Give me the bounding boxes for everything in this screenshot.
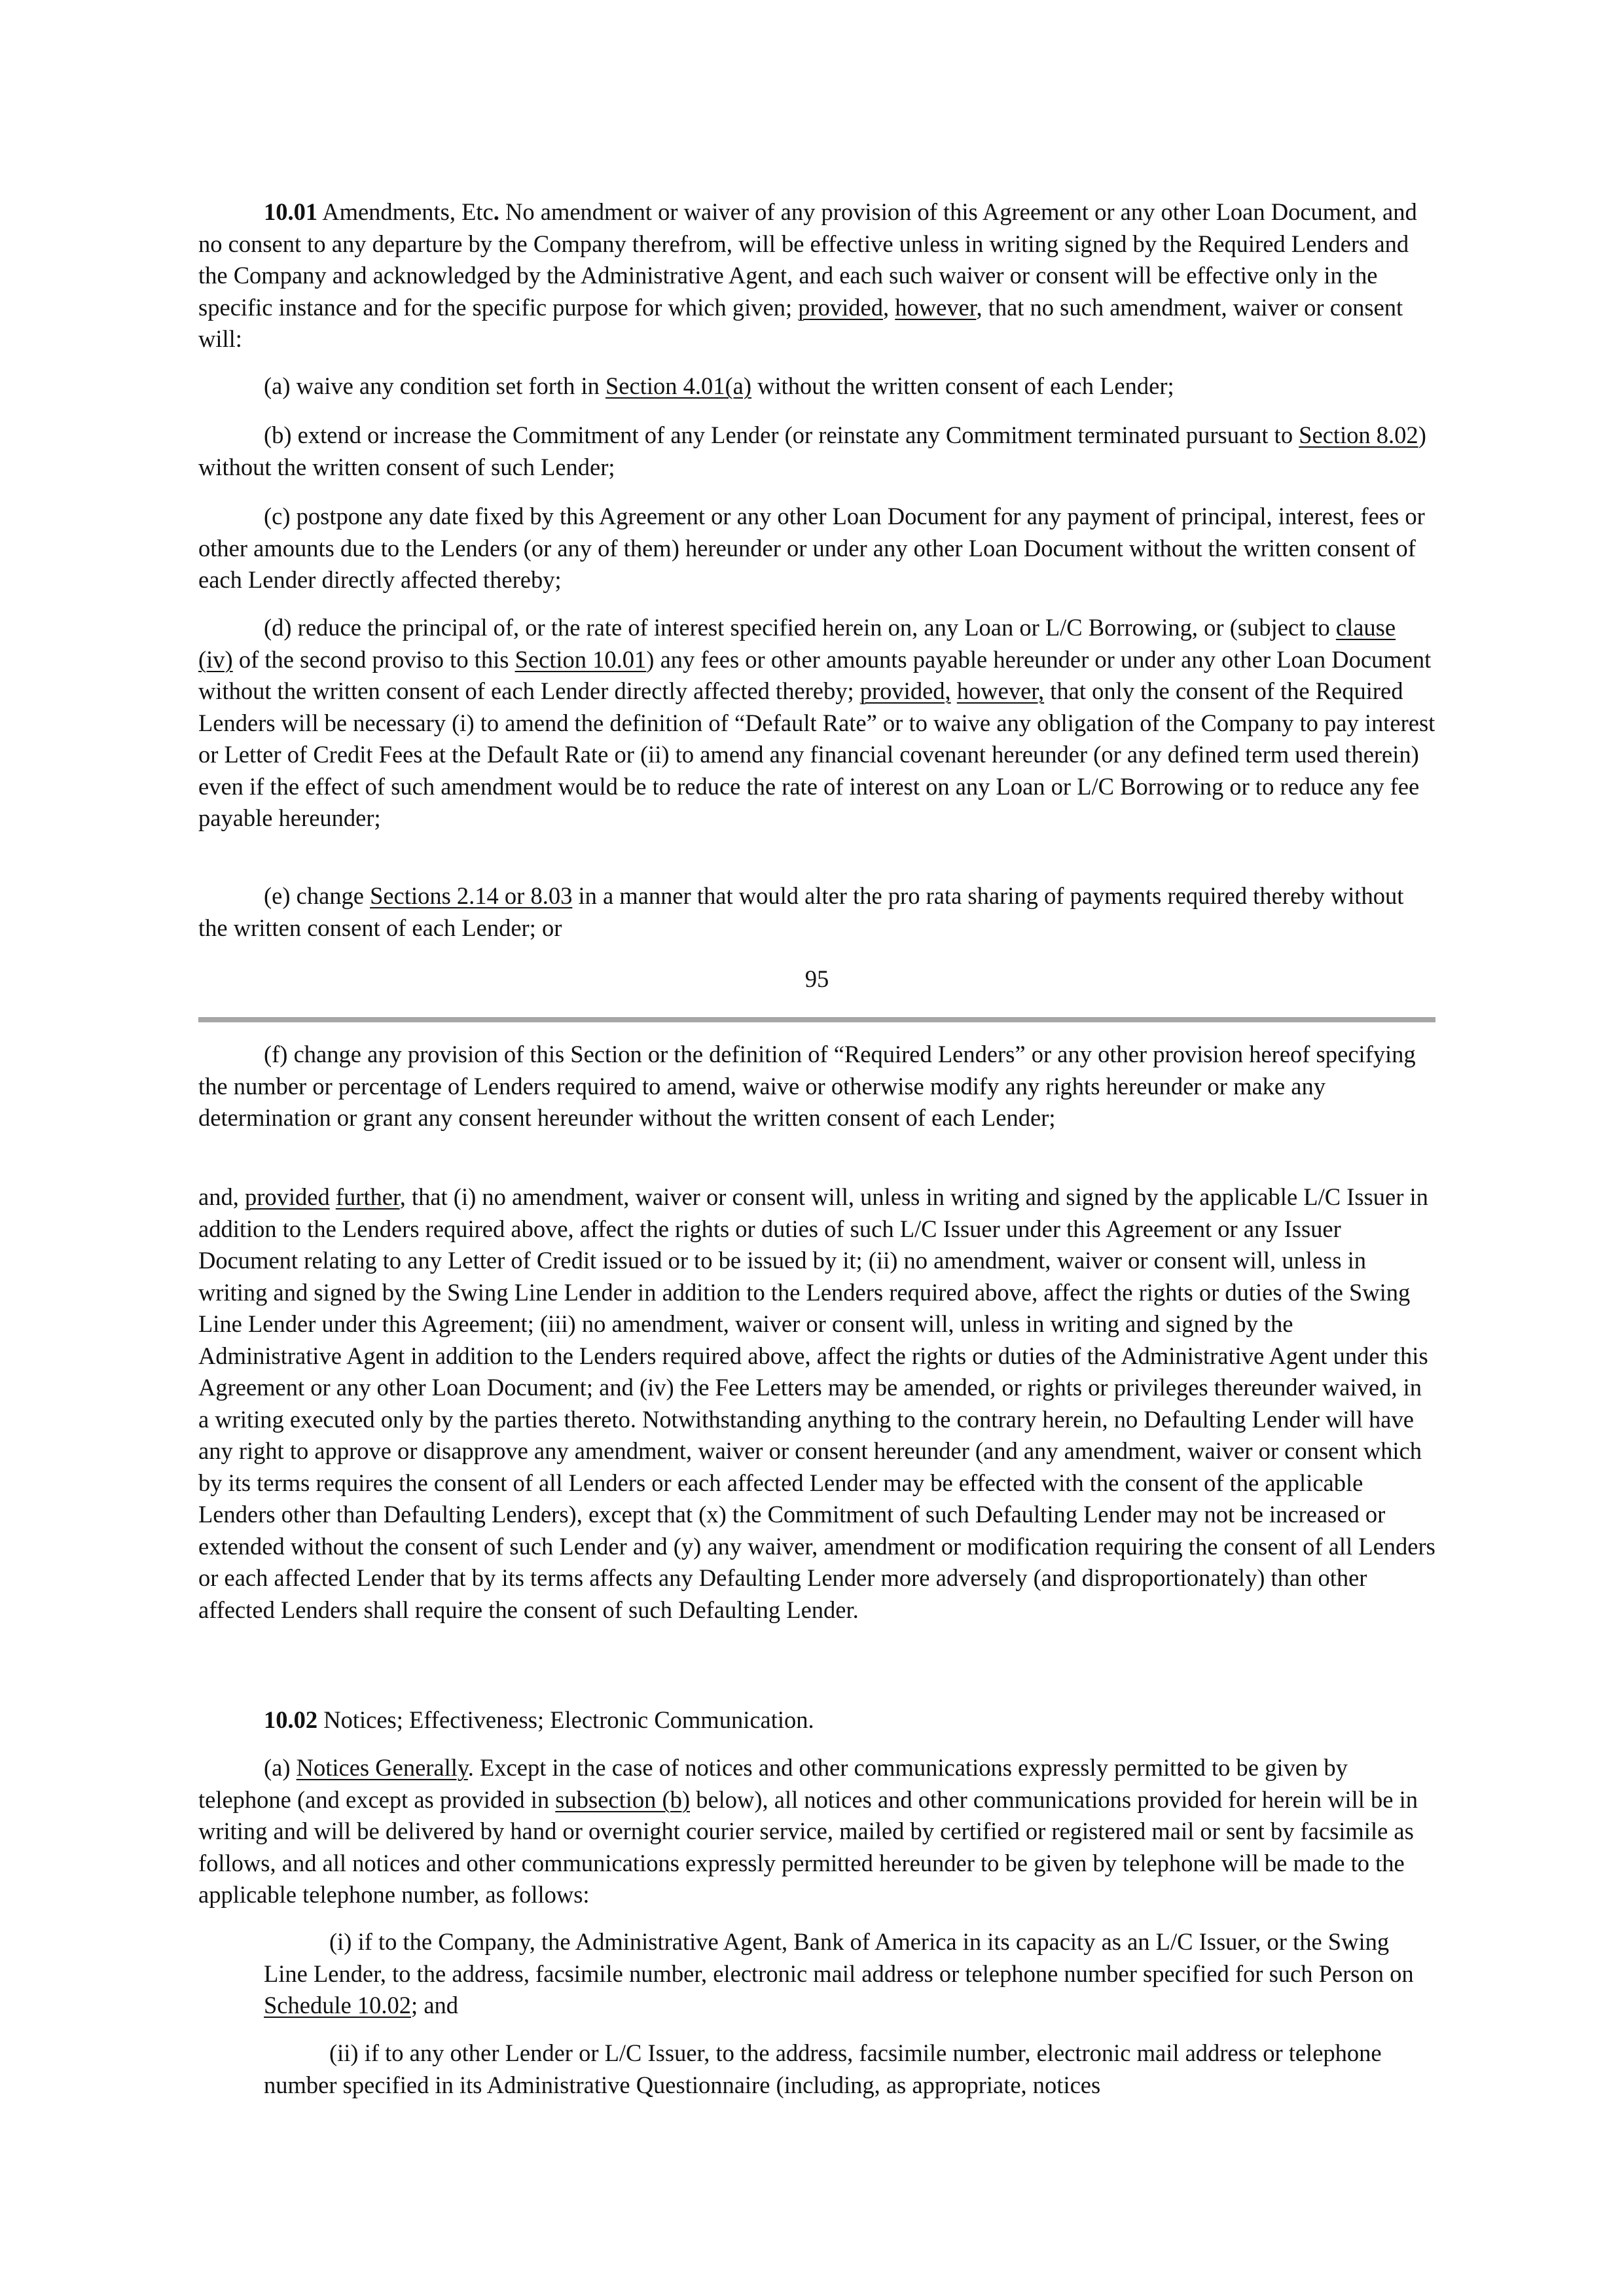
section-reference: Section 4.01(a): [605, 372, 751, 399]
clause-ii: (ii) if to any other Lender or L/C Issuer, to the address, facsimile number, electronic mail address or telephone number specified in its Administrative Questionnaire (including, as appropriate, notices: [264, 2039, 1382, 2098]
notices-generally-paragraph: (a) Notices Generally. Except in the case of notices and other communications expressly permitted to be given by telephone (and except as provided in subsection (b) below), all notices and other communications provided for herein will be in writing and will be delivered by hand or overnight courier service, mailed by certified or registered mail or sent by facsimile as follows, and all notices and other communications expressly permitted hereunder to be given by telephone will be made to the applicable telephone number, as follows:: [198, 1754, 1418, 1908]
section-reference: Section 8.02: [1299, 422, 1418, 448]
schedule-reference: Schedule 10.02: [264, 1992, 412, 2018]
clause-d: (d) reduce the principal of, or the rate of interest specified herein on, any Loan or L/C Borrowing, or (subject to clause (iv) of the second proviso to this Section 10.01) any fees or other amounts payable hereunder or under any other Loan Document without the written consent of each Lender directly affected thereby; provided, however, that only the consent of the Required Lenders will be necessary (i) to amend the definition of “Default Rate” or to waive any obligation of the Company to pay interest or Letter of Credit Fees at the Default Rate or (ii) to amend any financial covenant hereunder (or any defined term used therein) even if the effect of such amendment would be to reduce the rate of interest on any Loan or L/C Borrowing or to reduce any fee payable hereunder;: [198, 614, 1435, 831]
however-term: however: [895, 293, 977, 321]
subsection-reference: subsection (b): [555, 1785, 691, 1813]
further-term: further: [335, 1183, 400, 1210]
section-number: 10.02: [264, 1706, 318, 1733]
clause-reference: clause (iv): [198, 614, 1396, 673]
page-number: 95: [804, 965, 829, 992]
clause-a: (a) waive any condition set forth in Section 4.01(a) without the written consent of each Lender;: [264, 372, 1174, 399]
however-term: however,: [956, 677, 1045, 704]
section-number: 10.01: [264, 198, 318, 225]
clause-c: (c) postpone any date fixed by this Agreement or any other Loan Document for any payment of principal, interest, fees or other amounts due to the Lenders (or any of them) hereunder or under any other Loan Document without the written consent of each Lender directly affected thereby;: [198, 503, 1425, 593]
page-divider: [198, 1017, 1435, 1022]
section-title: Notices; Effectiveness; Electronic Communication.: [317, 1706, 814, 1733]
section-reference: Sections 2.14 or 8.03: [370, 882, 573, 909]
section-reference: Section 10.01: [514, 645, 647, 673]
section-10-01-paragraph: 10.01 Amendments, Etc. No amendment or waiver of any provision of this Agreement or any other Loan Document, and no consent to any departure by the Company therefrom, will be effective unless in writing signed by the Required Lenders and the Company and acknowledged by the Administrative Agent, and each such waiver or consent will be effective only in the specific instance and for the specific purpose for which given; provided, however, that no such amendment, waiver or consent will:: [198, 198, 1417, 352]
proviso-paragraph: and, provided further, that (i) no amendment, waiver or consent will, unless in writing and signed by the applicable L/C Issuer in addition to the Lenders required above, affect the rights or duties of such L/C Issuer under this Agreement or any Issuer Document relating to any Letter of Credit issued or to be issued by it; (ii) no amendment, waiver or consent will, unless in writing and signed by the Swing Line Lender in addition to the Lenders required above, affect the rights or duties of the Swing Line Lender under this Agreement; (iii) no amendment, waiver or consent will, unless in writing and signed by the Administrative Agent in addition to the Lenders required above, affect the rights or duties of the Administrative Agent under this Agreement or any other Loan Document; and (iv) the Fee Letters may be amended, or rights or privileges thereunder waived, in a writing executed only by the parties thereto. Notwithstanding anything to the contrary herein, no Defaulting Lender will have any right to approve or disapprove any amendment, waiver or consent hereunder (and any amendment, waiver or consent which by its terms requires the consent of all Lenders or each affected Lender may be effected with the consent of the applicable Lenders other than Defaulting Lenders), except that (x) the Commitment of such Defaulting Lender may not be increased or extended without the consent of such Lender and (y) any waiver, amendment or modification requiring the consent of all Lenders or each affected Lender that by its terms affects any Defaulting Lender more adversely (and disproportionately) than other affected Lenders shall require the consent of such Defaulting Lender.: [198, 1183, 1435, 1623]
clause-i: (i) if to the Company, the Administrative Agent, Bank of America in its capacity as an L/C Issuer, or the Swing Line Lender, to the address, facsimile number, electronic mail address or telephone number specified for such Person on Schedule 10.02; and: [264, 1928, 1414, 2018]
section-10-02-heading: [198, 1704, 1435, 1736]
clause-e: (e) change Sections 2.14 or 8.03 in a manner that would alter the pro rata sharing of payments required thereby without the written consent of each Lender; or: [198, 882, 1404, 941]
provided-term: provided: [244, 1183, 330, 1210]
section-title: Amendments, Etc: [317, 198, 494, 225]
clause-b: (b) extend or increase the Commitment of any Lender (or reinstate any Commitment terminated pursuant to Section 8.02) without the written consent of such Lender;: [198, 422, 1426, 480]
clause-f: (f) change any provision of this Section or the definition of “Required Lenders” or any other provision hereof specifying the number or percentage of Lenders required to amend, waive or otherwise modify any rights hereunder or make any determination or grant any consent hereunder without the written consent of each Lender;: [198, 1041, 1416, 1131]
provided-term: provided: [798, 293, 883, 321]
provided-term: provided,: [859, 677, 951, 704]
subsection-heading: Notices Generally: [296, 1754, 468, 1781]
